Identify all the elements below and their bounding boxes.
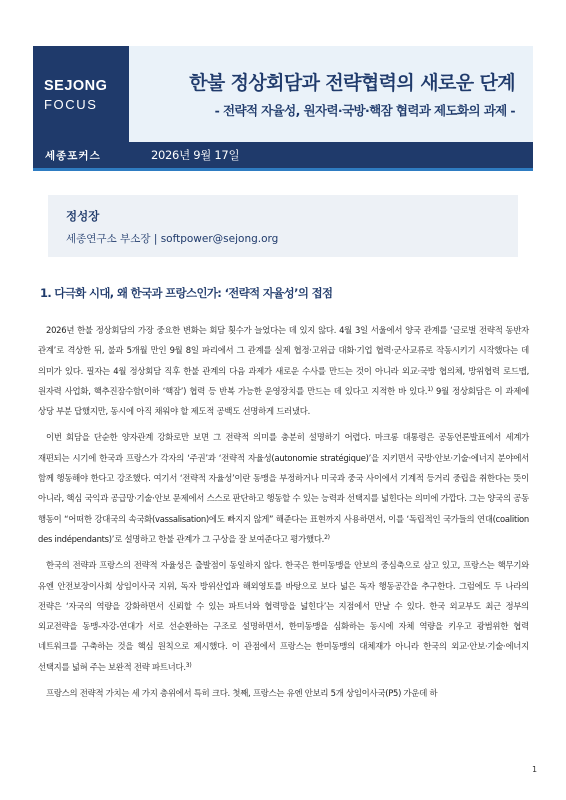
sejong-focus-logo: [33, 46, 129, 142]
series-label: 세종포커스: [45, 150, 101, 162]
author-affiliation: 세종연구소 부소장 | softpower@sejong.org: [66, 233, 279, 245]
paragraph-1: 2026년 한불 정상회담의 가장 중요한 변화는 회담 횟수가 늘었다는 데 있지 않다. 4월 3일 서울에서 양국 관계를 ‘글로벌 전략적 동반자 관계’로 격상한 뒤, 불과 5개월 만인 9월 8일 파리에서 그 관계를 실제 협정·고위급 대화·기업 협력·군사교류로 작동시키기 시작했다는 데 의미가 있다. 필자는 4월 정상회담 직후 한불 관계의 다음 과제가 새로운 수사를 만드는 것이 아니라 외교·국방 협의체, 방위협력 로드맵, 원자력 사업화, 핵추진잠수함(이하 ‘핵잠’) 협력 등 반복 가능한 운영장치를 만드는 데 있다고 지적한 바 있다.$^{1)}$ 9월 정상회담은 이 과제에 상당 부분 답했지만, 동시에 아직 채워야 할 제도적 공백도 선명하게 드러냈다.: [38, 325, 529, 417]
series-date-bar: [33, 142, 533, 168]
document-header: [0, 46, 566, 142]
document-title: 한불 정상회담과 전략협력의 새로운 단계: [189, 72, 515, 94]
publication-date: 2026년 9월 17일: [151, 148, 240, 162]
body-text: [38, 320, 529, 709]
footnote-ref-1[interactable]: 1): [427, 385, 433, 393]
author-name: 정성장: [66, 209, 100, 223]
author-box: [48, 195, 518, 257]
section-heading: 1. 다극화 시대, 왜 한국과 프랑스인가: ‘전략적 자율성’의 접점: [40, 286, 333, 300]
page-number: 1: [532, 765, 538, 774]
title-panel: [129, 46, 533, 142]
footnote-ref-2[interactable]: 2): [324, 533, 330, 541]
accent-divider: [33, 168, 533, 171]
paragraph-4: 프랑스의 전략적 가치는 세 가지 층위에서 특히 크다. 첫째, 프랑스는 유엔 안보리 5개 상임이사국(P5) 가운데 하: [46, 688, 438, 699]
logo-text-sejong: SEJONG: [44, 78, 108, 94]
footnote-ref-3[interactable]: 3): [185, 661, 192, 669]
paragraph-2: 이번 회담을 단순한 양자관계 강화로만 보면 그 전략적 의미를 충분히 설명하기 어렵다. 마크롱 대통령은 공동언론발표에서 세계가 재편되는 시기에 한국과 프랑스가 각자의 ‘주권’과 ‘전략적 자율성(autonomie stratégique)’을 지키면서 국방·안보·기술·에너지 분야에서 함께 행동해야 한다고 강조했다. 여기서 ‘전략적 자율성’이란 동맹을 부정하거나 미국과 중국 사이에서 기계적 등거리 중립을 취한다는 뜻이 아니라, 핵심 국익과 공급망·기술·안보 문제에서 스스로 판단하고 행동할 수 있는 능력과 선택지를 넓힌다는 의미에 가깝다. 그는 양국의 공동 행동이 “어떠한 강대국의 속국화(vassalisation)에도 빠지지 않게” 해준다는 표현까지 사용하면서, 이를 ‘독립적인 국가들의 연대(coalition des indépendants)’로 설명하고 한불 관계가 그 구상을 잘 보여준다고 평가했다.$^{2)}$: [38, 432, 529, 544]
logo-text-focus: FOCUS: [44, 97, 98, 112]
document-subtitle: - 전략적 자율성, 원자력·국방·핵잠 협력과 제도화의 과제 -: [214, 103, 515, 118]
paragraph-3: 한국의 전략과 프랑스의 전략적 자율성은 출발점이 동일하지 않다. 한국은 한미동맹을 안보의 중심축으로 삼고 있고, 프랑스는 핵무기와 유엔 안전보장이사회 상임이사국 지위, 독자 방위산업과 해외영토를 바탕으로 보다 넓은 독자 행동공간을 추구한다. 그럼에도 두 나라의 전략은 ‘자국의 역량을 강화하면서 신뢰할 수 있는 파트너와 협력망을 넓힌다’는 지점에서 만날 수 있다. 한국 외교부도 최근 정부의 외교전략을 동맹-자강-연대가 서로 선순환하는 구조로 설명하면서, 한미동맹을 심화하는 동시에 자체 역량을 키우고 광범위한 협력 네트워크를 구축하는 것을 핵심 원칙으로 제시했다. 이 관점에서 프랑스는 한미동맹의 대체재가 아니라 한국의 외교·안보·기술·에너지 선택지를 넓혀 주는 보완적 전략 파트너다.$^{3)}$: [38, 560, 529, 672]
